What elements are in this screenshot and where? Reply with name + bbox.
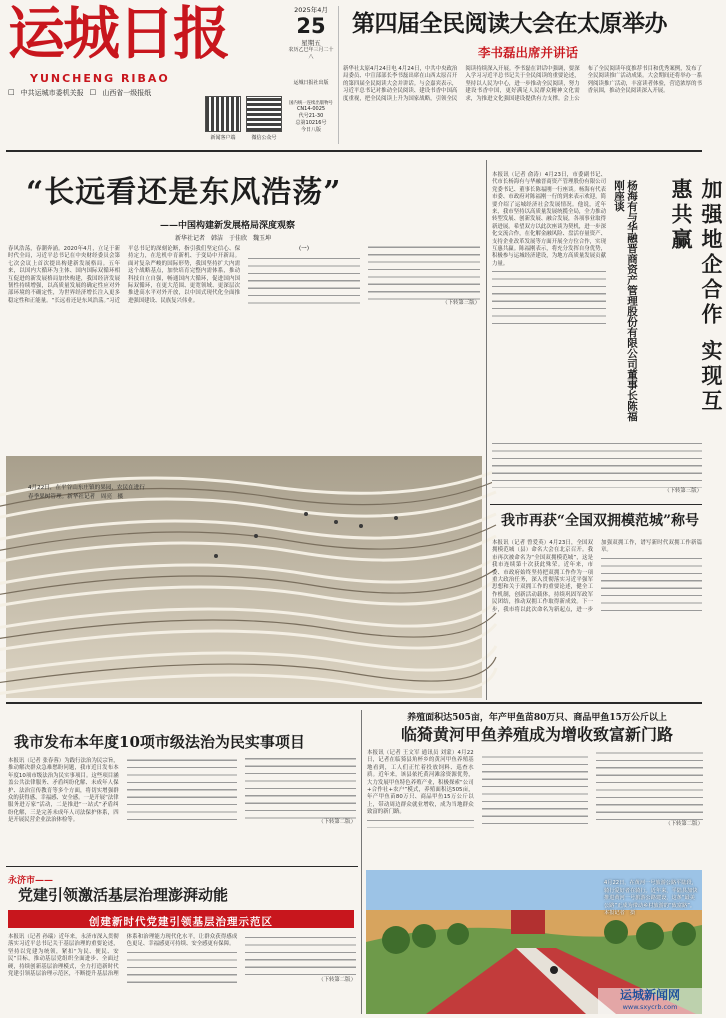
cn-number: CN14-0025: [296, 106, 326, 112]
watermark-text: 运城新闻网: [619, 988, 680, 1002]
feature-section-mark: （一）: [295, 246, 313, 252]
law-story-body-text: 本报讯（记者 张春蓉）为践行法治为民宗旨，推动解决群众急难愁盼问题，我市近日发布本年度10项市级法治为民实事项目。这些项目涵盖公共法律服务、矛盾纠纷化解、未成年人保护、法治宣传教育等多个方面，将切实增强群众的获得感、幸福感、安全感。一是开展“法律服务进万家”活动，二是推进“一站式”矛盾纠纷化解，三是完善未成年人司法保护体系，四是开展民营企业法治体检等。: [8, 758, 119, 824]
total-issue: 总第10216号: [295, 120, 327, 126]
qr-wechat-caption: 微信公众号: [251, 135, 277, 141]
top-story-headline[interactable]: 第四届全民阅读大会在太原举办: [352, 10, 667, 37]
feature-headline[interactable]: “长远看还是东风浩荡”: [26, 175, 342, 210]
sponsor-square-icon: □: [8, 88, 15, 96]
party-story-headline[interactable]: 党建引领激活基层治理澎湃动能: [18, 886, 229, 904]
date-block: [287, 0, 335, 146]
civil-story-body: [492, 540, 702, 698]
honor-text: 山西省一级报纸: [102, 89, 152, 97]
turtle-story-continued[interactable]: （下转第二版）: [665, 820, 703, 827]
top-story-subhead: 李书磊出席并讲话: [478, 45, 579, 60]
turtle-story-body: [367, 750, 703, 862]
postal-code: 代号21-30: [298, 113, 324, 119]
feature-photo-caption: 4月22日，在平谷山东庄镇的果园，农民在进行春季果树管理。新华社记者 周亮 摄: [28, 485, 145, 500]
law-story-body: [8, 758, 356, 862]
qr-wechat[interactable]: [246, 96, 282, 132]
day-number: 25: [296, 14, 326, 38]
feature-subhead: ——中国构建新发展格局深度观察: [160, 221, 296, 231]
road-photo-caption: 4月22日，在黄河一号旅游公路平陆段，骑行爱好者在骑行。近年来，平陆县加快推进黄河一号旅游公路建设，这条“最美公路”正成为带动乡村旅游的“致富路”。本报记者 摄: [604, 880, 698, 916]
party-story-continued[interactable]: （下转第二版）: [318, 976, 356, 983]
top-story-body: 新华社太原4月24日电 4月24日，中共中央政治局委员、中宣部部长李书磊出席在山西太原召开的第四届全民阅读大会并讲话。与会嘉宾表示，习近平总书记对推动全民阅读、建设书香中国高度重视，把全民阅读上升为国家战略，引领全民阅读持续深入开展。李书磊在讲话中强调，要深入学习习近平总书记关于全民阅读的重要论述，坚持以人民为中心，进一步推动全民阅读，努力建设书香中国，更好满足人民群众精神文化需求，为推进文化强国建设提供有力支撑。会上公布了全民阅读年度推荐书目和优秀案例，发布了全民阅读推广活动成果。大会期间还将举办一系列阅读推广活动，丰富读者体验，营造浓厚的书香氛围，推动全民阅读深入开展。: [343, 66, 702, 102]
newspaper-pinyin: YUNCHENG RIBAO: [30, 72, 170, 85]
vertical-story-subhead: 杨海有与华融晋商资产管理股份有限公司董事长陈福刚座谈: [613, 180, 638, 422]
watermark-url: www.sxycrb.com: [622, 1003, 678, 1011]
party-story-kicker: 永济市——: [8, 876, 54, 886]
watermark: [598, 988, 702, 1014]
page-count: 今日八版: [300, 127, 321, 133]
feature-photo: [6, 456, 482, 698]
sponsor-line: [8, 88, 203, 98]
law-story-headline[interactable]: 我市发布本年度10项市级法治为民实事项目: [14, 733, 305, 751]
vertical-story-continued[interactable]: （下转第三版）: [664, 488, 702, 494]
party-banner: [8, 910, 354, 928]
feature-byline: 新华社记者 韩洁 于佳欣 魏玉坤: [175, 235, 272, 242]
year-month: 2025年4月: [294, 6, 328, 14]
qr-app[interactable]: [205, 96, 241, 132]
turtle-story-body-text: 本报讯（记者 王文军 通讯员 刘蒙）4月22日，记者在临猗县角杯乡的黄河甲鱼养殖基地看到，工人们正忙着投放饲料、巡查水质。近年来，该县依托黄河滩涂资源优势，大力发展甲鱼特色养殖产业，积极探索“公司+合作社+农户”模式，养殖面积达505亩，年产甲鱼苗80万只、商品甲鱼15万公斤以上，带动周边群众就业增收，成为当地群众致富的新门路。: [367, 750, 474, 816]
publisher: 运城日报社出版: [293, 80, 329, 86]
feature-body-text: 春风浩荡，春潮奔涌。2020年4月，立足于新时代全局，习近平总书记在中央财经委员会第七次会议上首次提出构建新发展格局。五年来，以国内大循环为主体、国内国际双循环相互促进的新发展格局加快构建，我国经济发展韧性持续增强，以高质量发展的确定性应对外部环境的不确定性，为世界经济增长注入更多稳定性和正能量。“长远看还是东风浩荡。”习近平总书记的深刻论断，指引我们坚定信心、保持定力，在危机中育新机、于变局中开新局。面对复杂严峻的国际形势，我国坚持扩大内需这个战略基点，加快培育完整内需体系，推动科技自立自强，畅通国内大循环，促进国内国际双循环，在更大范围、更宽领域、更深层次推进高水平对外开放，以中国式现代化全面推进强国建设、民族复兴伟业。: [8, 246, 240, 304]
party-banner-text: 创建新时代党建引领基层治理示范区: [89, 916, 273, 928]
feature-body: [8, 246, 480, 454]
vertical-story-headline[interactable]: 加强地企合作 实现互惠共赢: [669, 178, 724, 415]
vertical-story-body-lower: [492, 440, 702, 498]
sponsor-text: 中共运城市委机关报: [20, 89, 84, 97]
party-story-body-text: 本报讯（记者 孙瑞）近年来，永济市深入贯彻落实习近平总书记关于基层治理的重要论述，坚持以党建为统领，紧扣“为民、便民、安民”目标，推动基层党组织全面进步、全面过硬，持续创新基层治理模式，全力打造新时代党建引领基层治理示范区，不断提升基层治理体系和治理能力现代化水平，让群众获得感成色更足、幸福感更可持续、安全感更有保障。: [8, 934, 238, 978]
newspaper-title: 运城日报: [8, 0, 228, 67]
road-photo: [366, 870, 702, 1014]
feature-continued[interactable]: （下转第三版）: [442, 299, 480, 306]
turtle-story-kicker: 养殖面积达505亩，年产甲鱼苗80万只、商品甲鱼15万公斤以上: [407, 713, 667, 723]
law-story-continued[interactable]: （下转第二版）: [318, 818, 356, 825]
lunar-date: 农历乙巳年三月二十八: [288, 47, 334, 60]
civil-story-headline[interactable]: 我市再获“全国双拥模范城”称号: [500, 513, 700, 529]
party-story-body: [8, 934, 356, 1014]
turtle-story-headline[interactable]: 临猗黄河甲鱼养殖成为增收致富新门路: [400, 725, 673, 744]
civil-story-body-text: 本报讯（记者 曾爱英）4月23日，全国双拥模范城（县）命名大会在北京召开。我市再次被命名为“全国双拥模范城”，这是我市连续第十次获此殊荣。近年来，市委、市政府始终坚持把双拥工作作为一项重大政治任务，深入贯彻落实习近平强军思想和关于双拥工作的重要论述，健全工作机制，创新活动载体，持续巩固军政军民团结，推动双拥工作取得新成效。下一步，我市将以此次命名为新起点，进一步加强双拥工作，谱写新时代双拥工作新篇章。: [492, 540, 702, 613]
masthead: [0, 0, 708, 150]
vertical-story-body-text: 本报讯（记者 俞涛）4月23日，市委副书记、代市长杨海有与华融晋商资产管理股份有限公司党委书记、董事长陈福刚一行座谈。杨海有代表市委、市政府对陈福刚一行的到来表示欢迎，简要介绍了运城经济社会发展情况。他说，近年来，我市坚持以高质量发展统揽全局，全力推动转型发展、创新发展、融合发展，各项事业取得新进展。希望双方以此次座谈为契机，进一步深化交流合作，在化解金融风险、盘活存量资产、支持企业改革发展等方面开展全方位合作，实现互惠共赢。陈福刚表示，将充分发挥自身优势，积极参与运城经济建设，为地方高质量发展贡献力量。: [492, 172, 606, 267]
qr-app-caption: 新闻客户端: [210, 135, 236, 141]
weekday: 星期五: [301, 39, 321, 47]
honor-square-icon: □: [89, 88, 97, 96]
issn-label: 国内统一连续出版物号: [289, 101, 333, 106]
